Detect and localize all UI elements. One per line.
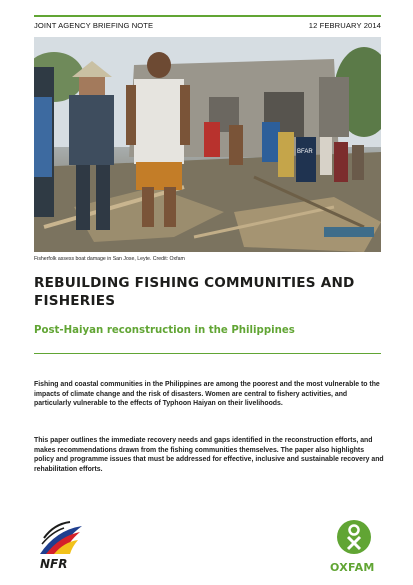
top-rule [34, 15, 381, 17]
doc-date: 12 FEBRUARY 2014 [308, 21, 381, 30]
summary-paragraph-2: This paper outlines the immediate recovery needs and gaps identified in the reconstruction efforts, and makes recommendations drawn from the fishing communities themselves. The paper also highlights policy and programme issues that must be addressed for effective, inclusive and sustainable recovery and rehabilitation efforts. [34, 437, 384, 474]
summary-paragraph-1: Fishing and coastal communities in the Philippines are among the poorest and the most vulnerable to the impacts of climate change and the risk of disasters. Women are central to fishery activities, and particularly vulnerable to the effects of Typhoon Haiyan on their livelihoods. [34, 381, 380, 408]
doc-type-label: JOINT AGENCY BRIEFING NOTE [34, 21, 154, 30]
page-title: REBUILDING FISHING COMMUNITIES AND FISHERIES [34, 275, 355, 309]
photo-caption: Fisherfolk assess boat damage in San Jose, Leyte. Credit: Oxfam [34, 256, 185, 262]
page-subtitle: Post-Haiyan reconstruction in the Philippines [34, 325, 295, 336]
nfr-logo-text: NFR [40, 557, 68, 571]
cover-photo [34, 37, 381, 252]
shirt-text: BFAR [297, 149, 313, 155]
section-divider [34, 353, 381, 354]
oxfam-logo-text: OXFAM [330, 561, 375, 574]
